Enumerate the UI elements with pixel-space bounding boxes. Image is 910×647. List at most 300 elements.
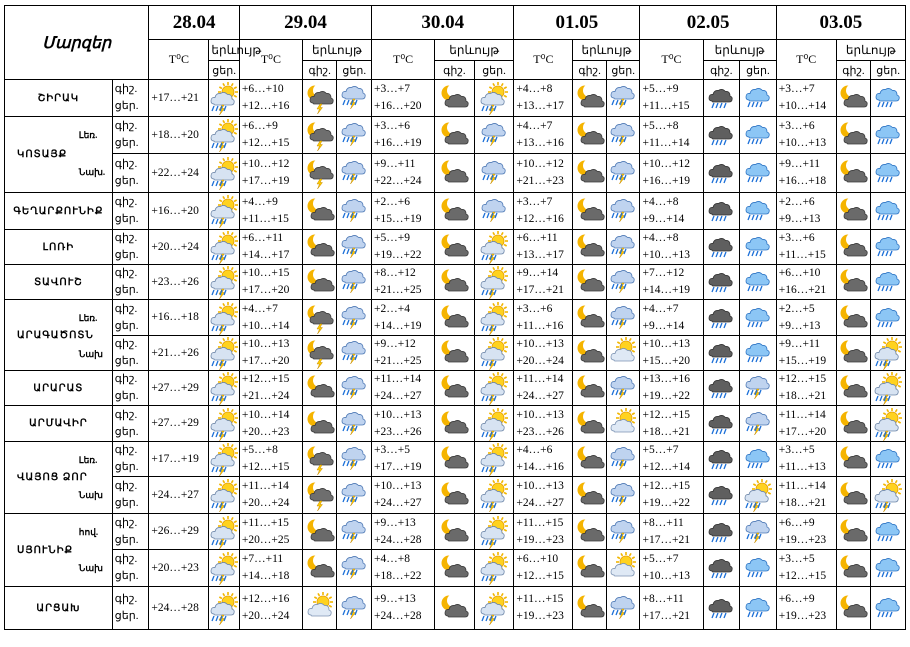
temp-day: +17…+19 (241, 175, 290, 187)
temp-night: +9…+14 (516, 267, 559, 279)
weather-icon-cell (474, 300, 514, 336)
temp-night: +3…+5 (778, 444, 815, 456)
weather-icon-cell (474, 154, 514, 193)
weather-icon-cell (435, 154, 475, 193)
weather-icon-cell (435, 406, 475, 442)
temp-day: +21…+25 (374, 284, 422, 296)
cloud-rain-icon (871, 120, 905, 150)
temp-day: +12…+15 (241, 137, 290, 149)
temp-day: +12…+15 (516, 570, 564, 582)
moon-cloud-icon (435, 373, 474, 403)
moon-cloud-icon (837, 444, 871, 474)
temp-day: +11…+15 (778, 249, 826, 261)
weather-icon-cell (209, 406, 240, 442)
temp-day: +13…+16 (516, 137, 564, 149)
moon-cloud-icon (435, 196, 474, 226)
table-row (5, 230, 906, 265)
temperature-cell (372, 117, 435, 154)
temperature-cell (372, 406, 435, 442)
temp-day: +16…+21 (778, 284, 827, 296)
table-row (5, 265, 906, 300)
temp-night: +11…+14 (516, 373, 564, 385)
weather-icon-cell (871, 80, 906, 117)
temp-night: +3…+6 (778, 232, 815, 244)
weather-icon-cell (871, 587, 906, 630)
night-label: գիշ. (114, 373, 138, 385)
sun-storm-icon (475, 593, 514, 623)
temperature-cell (149, 406, 209, 442)
weather-icon-cell (209, 587, 240, 630)
temperature-cell (149, 442, 209, 477)
period-labels (78, 117, 149, 154)
temp-day: +21…+23 (516, 175, 564, 187)
temp-day: +9…+13 (778, 213, 821, 225)
temperature-cell (514, 80, 573, 117)
temp-night: +13…+16 (642, 373, 690, 385)
sun-storm-icon (475, 553, 514, 583)
temp-night: +5…+8 (241, 444, 278, 456)
temperature-cell (149, 265, 209, 300)
region-name: ԳԵՂԱՐՔՈՒՆԻՔ (5, 193, 113, 230)
moon-cloud-icon (435, 120, 474, 150)
moon-cloud-icon (573, 553, 606, 583)
weather-icon-cell (836, 442, 871, 477)
moon-cloud-icon (573, 303, 606, 333)
temperature-cell (514, 371, 573, 406)
temp-day: +12…+14 (642, 461, 690, 473)
temp-night: +5…+8 (642, 120, 679, 132)
weather-icon-cell (435, 117, 475, 154)
temp-day: +11…+15 (241, 213, 289, 225)
moon-cloud-icon (435, 83, 474, 113)
weather-icon-cell (740, 336, 777, 371)
weather-icon-cell (606, 550, 640, 587)
cloud-rain-icon (740, 553, 776, 583)
night-label: գիշ. (435, 61, 475, 80)
temp-header: T⁰C (149, 40, 209, 80)
temp-night: +4…+8 (516, 83, 553, 95)
temp-night: +10…+13 (516, 408, 564, 421)
temp-night: +6…+10 (516, 553, 559, 565)
weather-icon-cell (871, 406, 906, 442)
temperature-cell (776, 477, 836, 514)
temp-night: +21…+26 (151, 346, 199, 359)
weather-icon-cell (474, 477, 514, 514)
weather-icon-cell (435, 300, 475, 336)
cloud-rain-icon (740, 338, 776, 368)
temperature-cell (514, 406, 573, 442)
weather-icon-cell (703, 514, 740, 550)
sun-storm-icon (209, 267, 239, 297)
subregion-label: Լեռ. (78, 130, 98, 140)
temp-night: +18…+20 (151, 128, 199, 141)
temperature-cell (239, 117, 302, 154)
cloud-rain-icon (871, 517, 905, 547)
temperature-cell (372, 154, 435, 193)
weather-icon-cell (703, 265, 740, 300)
temp-day: +11…+13 (778, 461, 826, 473)
temp-day: +10…+13 (642, 249, 690, 261)
weather-icon-cell (740, 230, 777, 265)
weather-icon-cell (302, 80, 337, 117)
temp-night: +2…+6 (374, 196, 411, 208)
weather-icon-cell (337, 300, 372, 336)
day-label: ցեր. (114, 249, 139, 261)
temp-header: T⁰C (640, 40, 703, 80)
moon-cloud-icon (573, 480, 606, 510)
moon-cloud-icon (573, 196, 606, 226)
weather-icon-cell (606, 230, 640, 265)
temperature-cell (640, 514, 703, 550)
sun-storm-icon (209, 373, 239, 403)
temperature-cell (776, 230, 836, 265)
temp-header: T⁰C (239, 40, 302, 80)
weather-icon-cell (302, 336, 337, 371)
temp-night: +4…+9 (241, 196, 278, 208)
period-labels (112, 230, 149, 265)
temperature-cell (640, 477, 703, 514)
region-name: ՎԱՅՈՑ ՁՈՐ (5, 442, 113, 514)
temp-night: +10…+12 (241, 158, 290, 170)
weather-icon-cell (871, 550, 906, 587)
dark-cloud-icon (704, 158, 740, 188)
cloud-storm-icon (607, 303, 640, 333)
cloud-storm-icon (337, 553, 371, 583)
weather-icon-cell (209, 193, 240, 230)
moon-cloud-icon (435, 553, 474, 583)
temp-day: +11…+14 (642, 137, 690, 149)
period-labels (78, 300, 149, 336)
sun-cloud-icon (303, 593, 337, 623)
table-row (5, 477, 906, 514)
weather-icon-cell (474, 230, 514, 265)
moon-storm-icon (303, 158, 337, 188)
weather-icon-cell (740, 154, 777, 193)
weather-icon-cell (703, 477, 740, 514)
dark-cloud-icon (704, 517, 740, 547)
temperature-cell (372, 371, 435, 406)
cloud-storm-icon (337, 196, 371, 226)
day-label: ցեր. (209, 61, 240, 80)
sun-storm-icon (475, 83, 514, 113)
temperature-cell (640, 336, 703, 371)
date-header: 01.05 (514, 6, 640, 40)
sun-storm-icon (209, 593, 239, 623)
weather-icon-cell (209, 514, 240, 550)
temperature-cell (640, 300, 703, 336)
temperature-cell (640, 371, 703, 406)
temp-night: +16…+18 (151, 311, 199, 323)
temperature-cell (776, 514, 836, 550)
cloud-rain-icon (740, 593, 776, 623)
weather-icon-cell (606, 406, 640, 442)
weather-icon-cell (703, 587, 740, 630)
temp-day: +19…+22 (642, 390, 690, 402)
weather-icon-cell (871, 442, 906, 477)
sun-storm-icon (475, 517, 514, 547)
temp-day: +16…+18 (778, 175, 827, 187)
temp-day: +14…+17 (241, 249, 290, 261)
temperature-cell (640, 80, 703, 117)
temp-night: +6…+11 (516, 232, 558, 244)
weather-icon-cell (836, 406, 871, 442)
temp-day: +14…+16 (516, 461, 564, 473)
weather-icon-cell (337, 230, 372, 265)
temp-day: +24…+27 (374, 390, 422, 402)
weather-icon-cell (573, 230, 607, 265)
weather-icon-cell (573, 80, 607, 117)
temperature-cell (514, 336, 573, 371)
sun-cloud-icon (607, 409, 640, 439)
temperature-cell (776, 442, 836, 477)
night-label: գիշ. (114, 302, 138, 315)
temp-night: +20…+24 (151, 240, 199, 253)
moon-cloud-icon (573, 409, 606, 439)
weather-icon-cell (703, 154, 740, 193)
sun-storm-icon (475, 303, 514, 333)
night-label: գիշ. (114, 232, 138, 244)
dark-cloud-icon (704, 373, 740, 403)
moon-cloud-icon (303, 196, 337, 226)
weather-icon-cell (836, 477, 871, 514)
cloud-storm-icon (475, 196, 514, 226)
temperature-cell (776, 117, 836, 154)
weather-icon-cell (606, 442, 640, 477)
weather-icon-cell (573, 154, 607, 193)
temp-day: +17…+20 (241, 284, 290, 296)
temp-day: +23…+26 (516, 425, 564, 438)
weather-icon-cell (337, 406, 372, 442)
moon-cloud-icon (837, 303, 871, 333)
temperature-cell (514, 550, 573, 587)
night-label: գիշ. (114, 516, 138, 529)
weather-icon-cell (474, 514, 514, 550)
temperature-cell (149, 80, 209, 117)
moon-cloud-icon (573, 444, 606, 474)
temp-night: +4…+7 (516, 120, 553, 132)
temp-night: +17…+19 (151, 452, 199, 465)
temperature-cell (149, 477, 209, 514)
cloud-storm-icon (337, 158, 371, 188)
weather-icon-cell (606, 300, 640, 336)
region-name: ԱՐՄԱՎԻՐ (5, 406, 113, 442)
weather-icon-cell (435, 371, 475, 406)
temp-night: +7…+11 (241, 553, 284, 565)
temperature-cell (372, 442, 435, 477)
weather-icon-cell (703, 371, 740, 406)
temp-night: +10…+13 (516, 338, 564, 350)
sun-storm-icon (475, 444, 514, 474)
temp-night: +11…+14 (374, 373, 422, 385)
temperature-cell (239, 265, 302, 300)
region-name: ԼՈՌԻ (5, 230, 113, 265)
weather-icon-cell (836, 230, 871, 265)
phenomenon-header: երևույթ (435, 40, 514, 61)
table-row (5, 117, 906, 154)
temp-night: +9…+11 (778, 338, 820, 350)
weather-icon-cell (573, 406, 607, 442)
subregion-label: Նախ (78, 349, 103, 359)
cloud-storm-icon (607, 444, 640, 474)
weather-icon-cell (474, 117, 514, 154)
temperature-cell (514, 587, 573, 630)
cloud-storm-icon (607, 83, 640, 113)
table-row (5, 442, 906, 477)
temp-night: +9…+11 (778, 158, 820, 170)
temp-day: +19…+23 (778, 533, 827, 546)
temperature-cell (239, 550, 302, 587)
date-header: 03.05 (776, 6, 905, 40)
cloud-rain-icon (871, 83, 905, 113)
temp-night: +9…+11 (374, 158, 416, 170)
subregion-label: Նախ (78, 490, 103, 500)
weather-icon-cell (302, 117, 337, 154)
temp-day: +13…+17 (516, 100, 564, 112)
day-label: ցեր. (114, 213, 139, 225)
sun-storm-icon (475, 409, 514, 439)
moon-cloud-icon (837, 83, 871, 113)
subregion-label: Նախ. (78, 167, 106, 177)
day-label: ցեր. (606, 61, 640, 80)
temperature-cell (776, 154, 836, 193)
sun-storm-icon (871, 338, 905, 368)
temp-day: +16…+19 (642, 175, 690, 187)
period-labels (112, 587, 149, 630)
temperature-cell (372, 265, 435, 300)
temp-header: T⁰C (776, 40, 836, 80)
cloud-storm-icon (740, 373, 776, 403)
day-label: ցեր. (114, 137, 139, 149)
temp-day: +17…+19 (374, 461, 422, 473)
weather-icon-cell (740, 265, 777, 300)
temp-day: +23…+26 (374, 425, 422, 438)
night-label: գիշ. (114, 158, 138, 170)
temp-night: +6…+9 (241, 120, 278, 132)
weather-icon-cell (435, 442, 475, 477)
temperature-cell (149, 587, 209, 630)
cloud-rain-icon (871, 553, 905, 583)
cloud-rain-icon (740, 196, 776, 226)
temp-day: +10…+13 (778, 137, 827, 149)
weather-icon-cell (703, 442, 740, 477)
temperature-cell (514, 230, 573, 265)
weather-icon-cell (435, 265, 475, 300)
cloud-rain-icon (871, 303, 905, 333)
cloud-storm-icon (337, 444, 371, 474)
weather-icon-cell (573, 442, 607, 477)
date-header: 29.04 (239, 6, 371, 40)
day-label: ցեր. (114, 100, 139, 112)
weather-icon-cell (740, 80, 777, 117)
temp-night: +9…+13 (374, 593, 416, 605)
weather-icon-cell (573, 117, 607, 154)
temp-night: +12…+15 (241, 373, 290, 385)
night-label: գիշ. (114, 408, 138, 421)
weather-icon-cell (606, 587, 640, 630)
temperature-cell (149, 154, 209, 193)
temp-night: +3…+7 (778, 83, 815, 95)
temp-night: +4…+6 (516, 444, 553, 456)
sun-storm-icon (209, 158, 239, 188)
temp-night: +11…+14 (241, 480, 289, 492)
temp-night: +23…+26 (151, 275, 199, 288)
weather-icon-cell (703, 230, 740, 265)
cloud-rain-icon (740, 232, 776, 262)
weather-icon-cell (871, 265, 906, 300)
weather-icon-cell (740, 117, 777, 154)
temperature-cell (640, 550, 703, 587)
moon-cloud-icon (837, 267, 871, 297)
dark-cloud-icon (704, 267, 740, 297)
moon-cloud-icon (837, 593, 871, 623)
weather-icon-cell (606, 193, 640, 230)
cloud-storm-icon (475, 120, 514, 150)
dark-cloud-icon (704, 232, 740, 262)
weather-icon-cell (836, 300, 871, 336)
moon-cloud-icon (573, 373, 606, 403)
weather-icon-cell (337, 514, 372, 550)
dark-cloud-icon (704, 120, 740, 150)
subregion-label: Լեռ. (78, 455, 98, 465)
weather-icon-cell (337, 442, 372, 477)
weather-icon-cell (606, 265, 640, 300)
region-name: ԱՐԱԳԱԾՈՏՆ (5, 300, 113, 371)
temperature-cell (239, 371, 302, 406)
temp-day: +10…+14 (778, 100, 827, 112)
day-label: ցեր. (114, 319, 139, 332)
dark-cloud-icon (704, 444, 740, 474)
weather-icon-cell (474, 406, 514, 442)
temperature-cell (239, 406, 302, 442)
weather-icon-cell (606, 117, 640, 154)
temp-night: +6…+11 (241, 232, 284, 244)
temp-day: +19…+22 (374, 249, 422, 261)
temp-night: +4…+7 (241, 302, 278, 315)
temperature-cell (640, 587, 703, 630)
temp-night: +24…+28 (151, 601, 199, 614)
night-label: գիշ. (114, 553, 138, 565)
temp-night: +10…+13 (516, 480, 564, 492)
temperature-cell (776, 80, 836, 117)
weather-icon-cell (871, 336, 906, 371)
temperature-cell (372, 477, 435, 514)
temperature-cell (776, 550, 836, 587)
temp-night: +2…+4 (374, 302, 411, 315)
night-label: գիշ. (836, 61, 871, 80)
weather-icon-cell (209, 442, 240, 477)
weather-icon-cell (606, 514, 640, 550)
weather-icon-cell (573, 300, 607, 336)
table-row (5, 587, 906, 630)
cloud-storm-icon (337, 517, 371, 547)
day-label: ցեր. (337, 61, 372, 80)
table-row (5, 371, 906, 406)
night-label: գիշ. (114, 83, 138, 95)
cloud-storm-icon (337, 232, 371, 262)
temp-day: +20…+24 (516, 355, 564, 367)
weather-icon-cell (474, 550, 514, 587)
subregion-label: Նախ (78, 563, 103, 573)
cloud-storm-icon (607, 517, 640, 547)
cloud-storm-icon (607, 267, 640, 297)
temperature-cell (372, 336, 435, 371)
temp-night: +2…+5 (778, 302, 815, 315)
weather-icon-cell (435, 477, 475, 514)
temp-day: +17…+20 (778, 425, 827, 438)
cloud-storm-icon (607, 373, 640, 403)
weather-icon-cell (302, 406, 337, 442)
day-label: ցեր. (114, 533, 139, 546)
